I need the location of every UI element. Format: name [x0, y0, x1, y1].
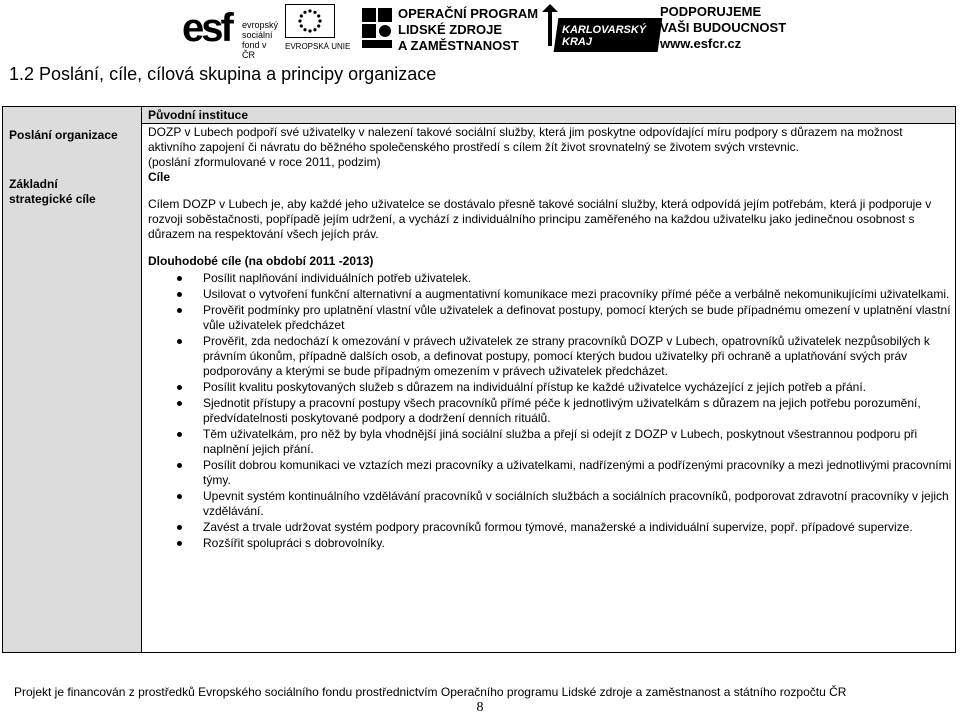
op-logo-text	[398, 6, 538, 54]
spacer	[148, 185, 953, 197]
eu-caption: EVROPSKÁ UNIE	[285, 42, 351, 51]
goal-text: Cílem DOZP v Lubech je, aby každé jeho uživatelce se dostávalo přesně takové sociální služby, která odpovídá jejím potřebám, která ji podporuje v rozvoji soběstačnosti, popřípadě jejím udržení, a vychází z individuálního principu zaměřeného na každou uživatelku jako jedinečnou osobnost s důrazem na respektování všech jejích práv.	[148, 197, 932, 241]
slogan-line-2: VAŠI BUDOUCNOST	[660, 20, 787, 35]
kraj-line-1: KARLOVARSKÝ	[562, 24, 647, 36]
op-puzzle-icon	[360, 6, 394, 50]
long-term-goals-list	[148, 271, 953, 551]
eu-flag-icon	[285, 4, 335, 38]
esf-logo-subtitle	[242, 20, 278, 60]
list-item: Posílit naplňování individuálních potřeb uživatelek.	[203, 271, 953, 286]
esf-line-1: evropský	[242, 20, 279, 30]
label-strategic-1: Základní	[9, 177, 58, 191]
list-item: Usilovat o vytvoření funkční alternativní a augmentativní komunikace mezi pracovníky přímé péče a verbálně nekomunikujícími uživatelkami.	[203, 287, 953, 302]
footer-funding-note: Projekt je financován z prostředků Evropského sociálního fondu prostřednictvím Operačního programu Lidské zdroje a zaměstnanost a státního rozpočtu ČR	[14, 685, 847, 699]
esf-line-2: sociální	[242, 30, 273, 40]
label-column	[3, 107, 142, 652]
table-content	[148, 125, 953, 552]
op-logo	[360, 4, 539, 54]
section-title: 1.2 Poslání, cíle, cílová skupina a principy organizace	[9, 64, 437, 84]
page-number: 8	[476, 700, 484, 715]
esf-line-3: fond v ČR	[242, 40, 267, 60]
label-strategic-2: strategické cíle	[9, 192, 96, 206]
slogan	[660, 4, 786, 52]
eu-logo	[285, 4, 365, 52]
list-item: Posílit kvalitu poskytovaných služeb s důrazem na individuální přístup ke každé uživatelce vycházející z jejích potřeb a přání.	[203, 380, 953, 395]
list-item: Upevnit systém kontinuálního vzdělávání pracovníků v sociálních službách a sociálních pracovníků, podporovat zdravotní pracovníky v jejich vzdělávání.	[203, 489, 953, 519]
mission-note: (poslání zformulované v roce 2011, podzim)	[148, 155, 381, 169]
kraj-text	[562, 24, 646, 48]
table-header	[142, 107, 955, 124]
table-header-label: Původní instituce	[148, 108, 249, 122]
list-item: Zavést a trvale udržovat systém podpory pracovníků formou týmové, manažerské a individuální supervize, popř. případové supervize.	[203, 520, 953, 535]
spacer	[148, 242, 953, 254]
op-line-1: OPERAČNÍ PROGRAM	[398, 6, 539, 21]
slogan-line-1: PODPORUJEME	[660, 4, 762, 19]
list-item: Těm uživatelkám, pro něž by byla vhodnější jiná sociální služba a přejí si odejít z DOZP v Lubech, poskytnout všestrannou podporu při naplnění jejich přání.	[203, 427, 953, 457]
list-item: Prověřit podmínky pro uplatnění vlastní vůle uživatelek a definovat postupy, pomocí kterých se bude případnému omezení v uplatnění vlastní vůle uživatelek předcházet	[203, 303, 953, 333]
goals-heading: Cíle	[148, 170, 171, 184]
list-item: Rozšířit spolupráci s dobrovolníky.	[203, 536, 953, 551]
list-item: Prověřit, zda nedochází k omezování v právech uživatelek ze strany pracovníků DOZP v Lubech, opatrovníků uživatelek nezpůsobilých k právním úkonům, případně dalších osob, a definovat postupy, pomocí kterých budou uživatelky při ochraně a uplatňování svých práv podporovány a kterými se bude případným omezením v právech uživatelek předcházet.	[203, 334, 953, 379]
label-mission: Poslání organizace	[9, 128, 118, 142]
header-logos	[0, 0, 960, 58]
list-item: Posílit dobrou komunikaci ve vztazích mezi pracovníky a uživatelkami, nadřízenými a podřízenými pracovníky a mezi jednotlivými pracovními týmy.	[203, 458, 952, 487]
content-table	[2, 106, 956, 653]
kraj-line-2: KRAJ	[562, 36, 592, 48]
karlovarsky-kraj-logo	[540, 2, 660, 54]
slogan-url: www.esfcr.cz	[660, 36, 742, 51]
mission-text: DOZP v Lubech podpoří své uživatelky v nalezení takové sociální služby, která jim poskytne odpovídající míru podpory s důrazem na možnost aktivního zapojení či návratu do běžného společenského prostředí s cílem žít život srovnatelný se životem svých vrstevnic.	[148, 125, 903, 154]
op-line-3: A ZAMĚSTNANOST	[398, 38, 519, 53]
op-line-2: LIDSKÉ ZDROJE	[398, 22, 503, 37]
long-term-heading: Dlouhodobé cíle (na období 2011 -2013)	[148, 254, 374, 268]
esf-logo-wordmark: esf	[182, 6, 231, 50]
list-item: Sjednotit přístupy a pracovní postupy všech pracovníků přímé péče k jednotlivým uživatelkám s důrazem na jejich potřebu porozumění, předvídatelnosti poskytované podpory a dodržení denních rituálů.	[203, 396, 953, 426]
